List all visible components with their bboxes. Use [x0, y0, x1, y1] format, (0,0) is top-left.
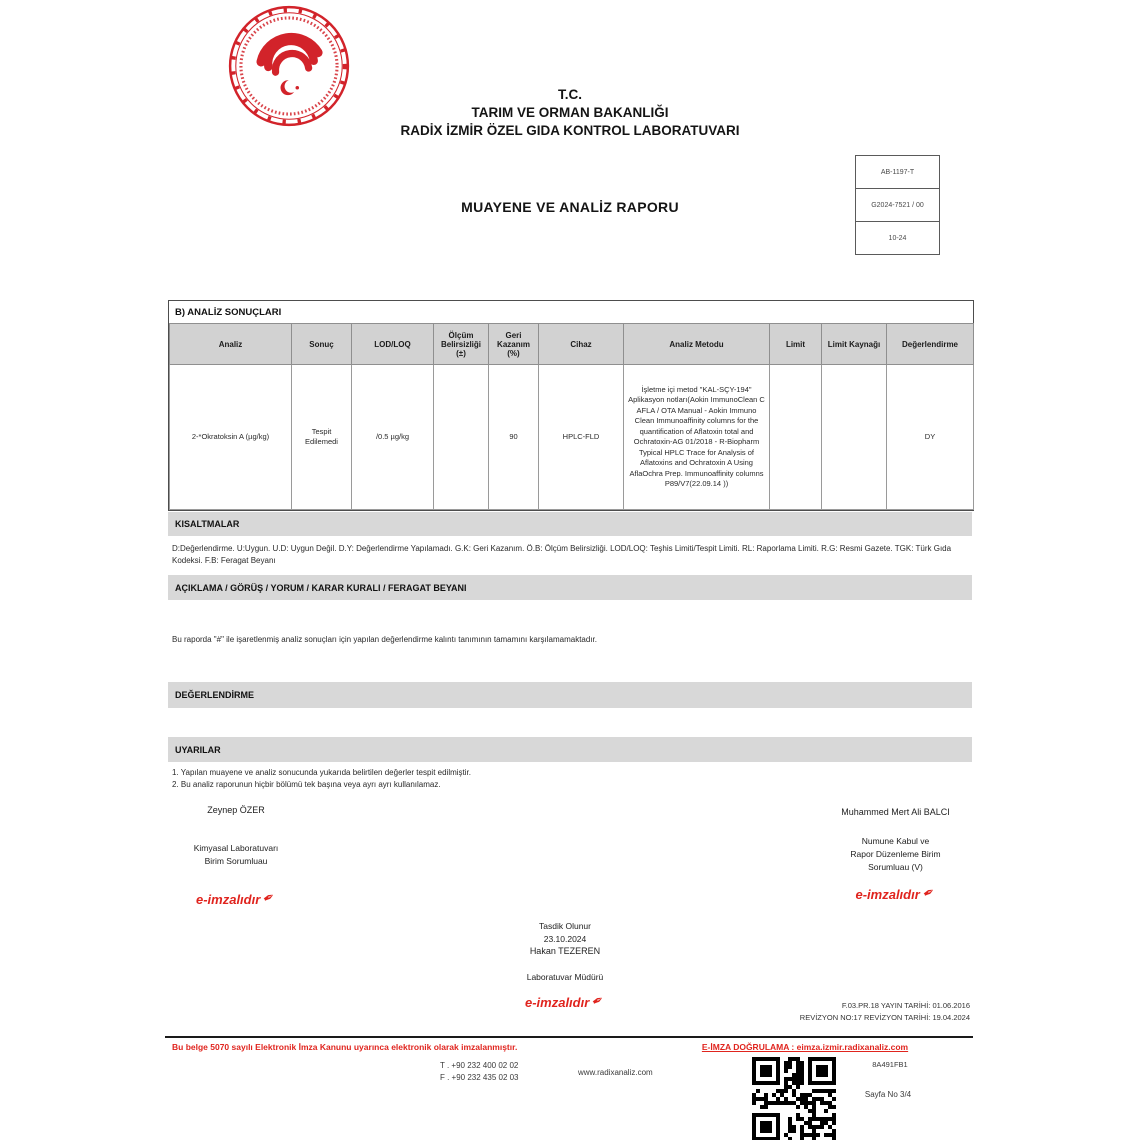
signer-role-line2: Rapor Düzenleme Birim — [850, 849, 941, 859]
section-header-uyarilar: UYARILAR — [168, 737, 972, 762]
revision-line-1: F.03.PR.18 YAYIN TARİHİ: 01.06.2016 — [841, 1001, 970, 1010]
signature-center — [480, 920, 650, 1011]
page-number: Sayfa No 3/4 — [864, 1090, 912, 1099]
disclaimer-text: Bu raporda "#" ile işaretlenmiş analiz sonuçları için yapılan değerlendirme kalıntı tanımının tamamını karşılamamaktadır. — [172, 635, 597, 644]
signer-role-line3: Sorumluau (V) — [868, 862, 923, 872]
section-header-degerlendirme: DEĞERLENDİRME — [168, 682, 972, 708]
ref-box-accreditation: AB-1197-T — [856, 156, 939, 189]
cell-geri-kazanim: 90 — [489, 365, 539, 510]
col-analiz: Analiz — [170, 324, 292, 365]
e-sign-label: e-imzalıdır — [855, 887, 920, 902]
abbreviations-text: D:Değerlendirme. U:Uygun. U.D: Uygun Değil. D.Y: Değerlendirme Yapılamadı. G.K: Geri Kazanım. Ö.B: Ölçüm Belirsizliği. LOD/LOQ: Teşhis Limiti/Tespit Limiti. RL: Raporlama Limiti. R.G: Resmi Gazete. TGK: Türk Gıda Kodeksi. F.B: Feragat Beyanı — [172, 544, 952, 565]
e-signature-verification-link[interactable]: E-İMZA DOĞRULAMA : eimza.izmir.radixanaliz.com — [701, 1042, 909, 1052]
ref-box-period: 10-24 — [888, 234, 907, 242]
footer-divider — [165, 1036, 973, 1038]
signer-role-line1: Kimyasal Laboratuvarı — [193, 843, 279, 853]
warnings-list — [172, 767, 968, 791]
e-signature-stamp — [524, 990, 607, 1011]
results-section — [168, 300, 974, 511]
website-link[interactable]: www.radixanaliz.com — [578, 1068, 653, 1077]
col-geri-kazanim: Geri Kazanım (%) — [489, 324, 539, 365]
signer-name: Hakan TEZEREN — [529, 946, 601, 956]
approve-date: 23.10.2024 — [543, 934, 587, 944]
approve-label: Tasdik Olunur — [539, 921, 591, 931]
warning-item-2: 2. Bu analiz raporunun hiçbir bölümü tek başına veya ayrı ayrı kullanılamaz. — [172, 780, 441, 789]
cell-limit-kaynagi — [822, 365, 887, 510]
header-tc: T.C. — [557, 87, 582, 102]
results-header-row — [170, 324, 974, 365]
e-signature-stamp — [855, 882, 938, 903]
ref-box-report-no: G2024-7521 / 00 — [856, 189, 939, 222]
col-degerlendirme: Değerlendirme — [887, 324, 974, 365]
cell-lodloq: /0.5 µg/kg — [352, 365, 434, 510]
document-revision-info — [640, 1000, 970, 1024]
table-row — [170, 365, 974, 510]
verification-code: 8A491FB1 — [872, 1060, 908, 1069]
signer-name: Zeynep ÖZER — [207, 805, 265, 815]
col-analiz-metodu: Analiz Metodu — [624, 324, 770, 365]
section-header-aciklama: AÇIKLAMA / GÖRÜŞ / YORUM / KARAR KURALI / FERAGAT BEYANI — [168, 575, 972, 600]
warning-item-1: 1. Yapılan muayene ve analiz sonucunda yukarıda belirtilen değerler tespit edilmiştir. — [172, 768, 471, 777]
cell-analiz-metodu: İşletme içi metod "KAL-SÇY-194" Aplikasyon notları(Aokin ImmunoClean C AFLA / OTA Manual - Aokin Immuno Clean Immunoaffinity columns for the quantification of Aflatoxin total and Ochratoxin-AG 01/2018 - R-Biopharm Typical HPLC Trace for Analysis of Aflatoxins and Ochratoxin A Using AflaOchra Prep. Immunoaffinity columns P89/V7(22.09.14 )) — [624, 365, 770, 510]
header-ministry: TARIM VE ORMAN BAKANLIĞI — [471, 105, 669, 120]
quill-pen-icon: ✒ — [589, 990, 607, 1011]
e-signature-stamp — [195, 887, 278, 908]
signer-role-line1: Numune Kabul ve — [861, 836, 930, 846]
signer-role-line2: Birim Sorumluau — [204, 856, 268, 866]
cell-sonuc: Tespit Edilemedi — [292, 365, 352, 510]
e-sign-label: e-imzalıdır — [195, 892, 261, 907]
col-lodloq: LOD/LOQ — [352, 324, 434, 365]
col-limit-kaynagi: Limit Kaynağı — [822, 324, 887, 365]
header-titles — [0, 86, 1140, 140]
signature-left — [158, 805, 314, 908]
col-sonuc: Sonuç — [292, 324, 352, 365]
e-sign-label: e-imzalıdır — [524, 995, 590, 1010]
quill-pen-icon: ✒ — [260, 887, 278, 908]
cell-limit — [770, 365, 822, 510]
quill-pen-icon: ✒ — [919, 882, 938, 903]
results-table — [169, 323, 974, 510]
results-section-title: B) ANALİZ SONUÇLARI — [175, 307, 282, 318]
fax-number: F . +90 232 435 02 03 — [440, 1073, 519, 1082]
section-header-kisaltmalar: KISALTMALAR — [168, 512, 972, 536]
signature-right — [808, 807, 983, 903]
signer-name: Muhammed Mert Ali BALCI — [841, 807, 950, 817]
cell-degerlendirme: DY — [887, 365, 974, 510]
page-title: MUAYENE VE ANALİZ RAPORU — [461, 199, 679, 215]
signer-role: Laboratuvar Müdürü — [526, 972, 604, 982]
qr-code-icon — [752, 1057, 836, 1140]
col-limit: Limit — [770, 324, 822, 365]
cell-analiz: 2-*Okratoksin A (µg/kg) — [170, 365, 292, 510]
cell-olcum-belirsizligi — [434, 365, 489, 510]
electronic-signature-legal-text: Bu belge 5070 sayılı Elektronik İmza Kanunu uyarınca elektronik olarak imzalanmıştır. — [172, 1042, 518, 1052]
col-cihaz: Cihaz — [539, 324, 624, 365]
header-laboratory: RADİX İZMİR ÖZEL GIDA KONTROL LABORATUVARI — [400, 123, 740, 138]
col-olcum-belirsizligi: Ölçüm Belirsizliği (±) — [434, 324, 489, 365]
cell-cihaz: HPLC-FLD — [539, 365, 624, 510]
revision-line-2: REVİZYON NO:17 REVİZYON TARİHİ: 19.04.2024 — [799, 1013, 970, 1022]
phone-number: T . +90 232 400 02 02 — [440, 1061, 519, 1070]
contact-phones — [440, 1060, 519, 1084]
